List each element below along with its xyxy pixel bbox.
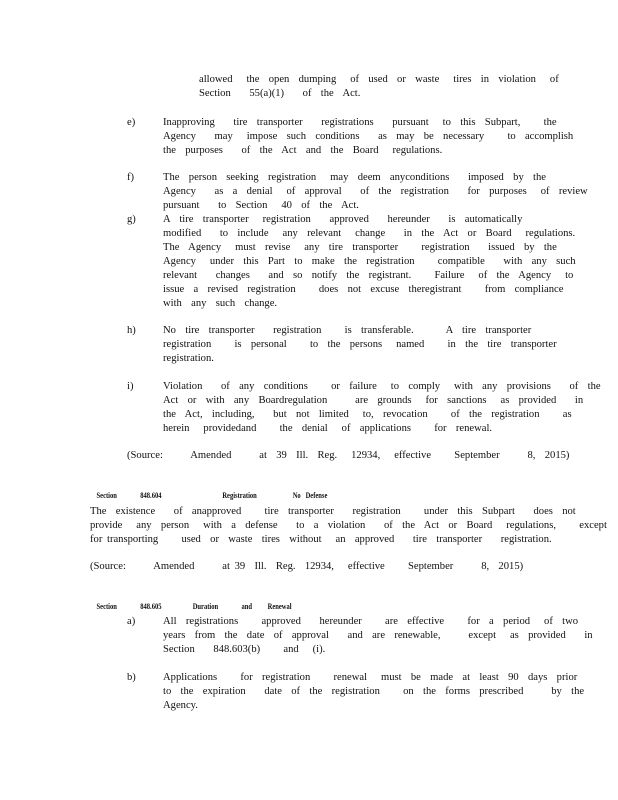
- section-title: No Defense: [292, 491, 328, 500]
- section-title: and: [241, 602, 253, 611]
- item-marker-g: g): [127, 214, 136, 225]
- section-label: Section: [96, 602, 117, 611]
- paragraph-line: Violation of any conditions or failure to comply with any provisions of the: [163, 381, 601, 392]
- item-marker-e: e): [127, 117, 136, 128]
- paragraph-line: The Agency must revise any tire transporter registration issued by the: [163, 242, 557, 253]
- paragraph-line: pursuant to Section 40 of the Act.: [163, 200, 359, 211]
- paragraph-line: All registrations approved hereunder are effective for a period of two: [163, 616, 579, 627]
- paragraph-line: Section 848.603(b) and (i).: [163, 644, 326, 655]
- section-title: Renewal: [267, 602, 292, 611]
- paragraph-line: issue a revised registration does not excuse theregistrant from compliance: [163, 284, 564, 295]
- paragraph-line: Act or with any Boardregulation are grounds for sanctions as provided in: [163, 395, 584, 406]
- paragraph-line: relevant changes and so notify the registrant. Failure of the Agency to: [163, 270, 574, 281]
- section-title: Registration: [222, 491, 257, 500]
- paragraph-line: The person seeking registration may deem anyconditions imposed by the: [163, 172, 546, 183]
- paragraph-line: to the expiration date of the registration on the forms prescribed by the: [163, 686, 585, 697]
- paragraph-line: Agency as a denial of approval of the registration for purposes of review: [163, 186, 588, 197]
- item-marker-h: h): [127, 325, 136, 336]
- paragraph-line: The existence of anapproved tire transporter registration under this Subpart does not: [90, 506, 576, 517]
- paragraph-line: Agency under this Part to make the registration compatible with any such: [163, 256, 576, 267]
- paragraph-line: registration.: [163, 353, 214, 364]
- paragraph-line: Inapproving tire transporter registrations pursuant to this Subpart, the: [163, 117, 557, 128]
- paragraph-line: Agency may impose such conditions as may be necessary to accomplish: [163, 131, 574, 142]
- paragraph-line: herein providedand the denial of applications for renewal.: [163, 423, 493, 434]
- section-title: Duration: [192, 602, 219, 611]
- paragraph-line: modified to include any relevant change in the Act or Board regulations.: [163, 228, 576, 239]
- paragraph-line: years from the date of approval and are renewable, except as provided in: [163, 630, 593, 641]
- paragraph-line: with any such change.: [163, 298, 278, 309]
- item-marker-a: a): [127, 616, 136, 627]
- paragraph-line: Section 55(a)(1) of the Act.: [199, 88, 361, 99]
- paragraph-line: registration is personal to the persons named in the tire transporter: [163, 339, 557, 350]
- paragraph-line: No tire transporter registration is transferable. A tire transporter: [163, 325, 532, 336]
- item-marker-b: b): [127, 672, 136, 683]
- paragraph-line: the Act, including, but not limited to, revocation of the registration as: [163, 409, 572, 420]
- paragraph-line: Agency.: [163, 700, 198, 711]
- paragraph-line: A tire transporter registration approved hereunder is automatically: [163, 214, 523, 225]
- paragraph-line: for transporting used or waste tires without an approved tire transporter registration.: [90, 534, 552, 545]
- paragraph-line: the purposes of the Act and the Board regulations.: [163, 145, 443, 156]
- paragraph-line: provide any person with a defense to a violation of the Act or Board regulations, except: [90, 520, 607, 531]
- item-marker-i: i): [127, 381, 134, 392]
- section-label: Section: [96, 491, 117, 500]
- source-note: (Source: Amended at 39 Ill. Reg. 12934, effective September 8, 2015): [127, 450, 570, 461]
- paragraph-line: Applications for registration renewal must be made at least 90 days prior: [163, 672, 578, 683]
- section-number: 848.605: [140, 602, 162, 611]
- paragraph-line: allowed the open dumping of used or waste tires in violation of: [199, 74, 559, 85]
- item-marker-f: f): [127, 172, 135, 183]
- source-note: (Source: Amended at 39 Ill. Reg. 12934, effective September 8, 2015): [90, 561, 524, 572]
- section-number: 848.604: [140, 491, 162, 500]
